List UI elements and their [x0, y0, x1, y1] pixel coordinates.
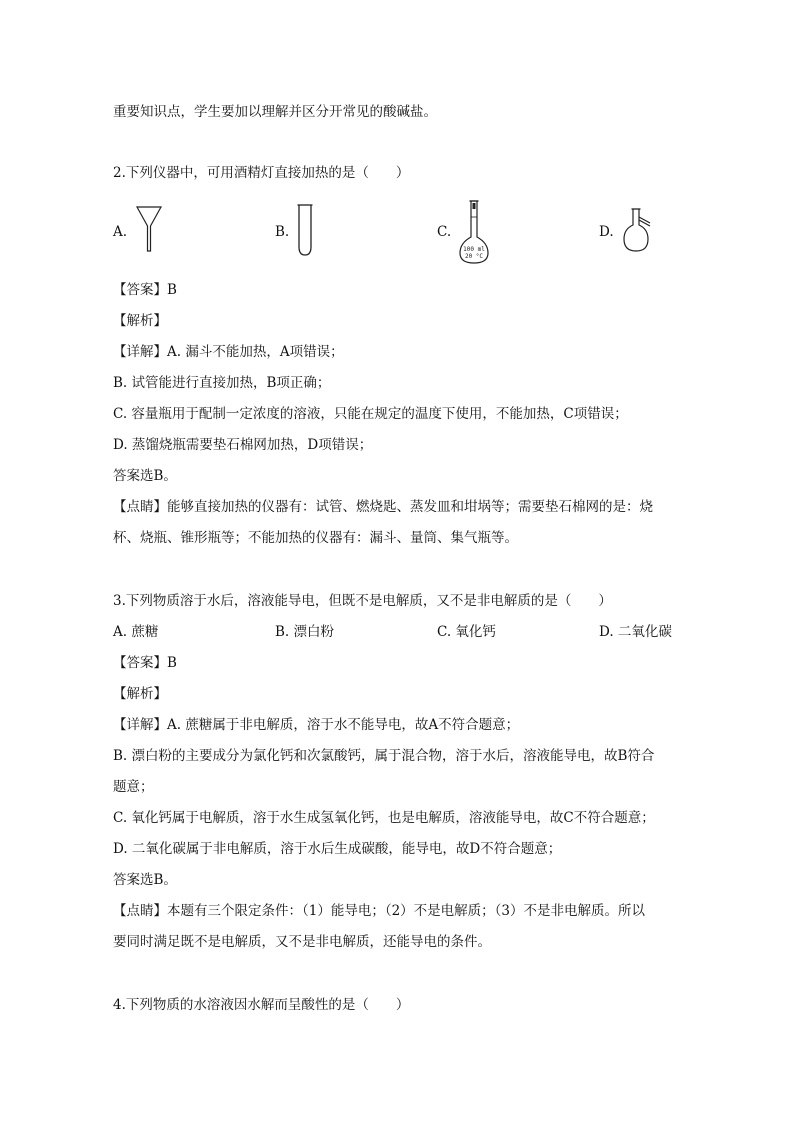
q3-detail-line: B. 漂白粉的主要成分为氯化钙和次氯酸钙，属于混合物，溶于水后，溶液能导电，故B符合 — [113, 748, 655, 764]
q2-option-d-label: D. — [599, 224, 614, 240]
q3-detail-line: 答案选B。 — [113, 872, 177, 888]
q2-option-c-label: C. — [437, 224, 452, 240]
flask-temp-label: 20 °C — [464, 253, 484, 260]
distilling-flask-icon — [622, 207, 652, 253]
q2-detail-line: B. 试管能进行直接加热，B项正确； — [113, 375, 331, 391]
q3-option-b: B. 漂白粉 — [275, 624, 335, 640]
funnel-icon — [136, 205, 162, 253]
q2-comment-line: 杯、烧瓶、锥形瓶等；不能加热的仪器有：漏斗、量筒、集气瓶等。 — [113, 530, 518, 546]
q2-analysis-title: 【解析】 — [113, 313, 167, 329]
q2-comment-line: 【点睛】能够直接加热的仪器有：试管、燃烧匙、蒸发皿和坩埚等；需要垫石棉网的是：烧 — [113, 499, 653, 515]
q2-detail-line: D. 蒸馏烧瓶需要垫石棉网加热，D项错误； — [113, 437, 373, 453]
q3-comment-line: 【点睛】本题有三个限定条件：（1）能导电；（2）不是电解质；（3）不是非电解质。所以 — [113, 903, 646, 919]
q4-stem: 4.下列物质的水溶液因水解而呈酸性的是（ ） — [113, 997, 410, 1013]
q3-detail-line: 题意； — [113, 779, 154, 795]
q3-stem: 3.下列物质溶于水后，溶液能导电，但既不是电解质，又不是非电解质的是（ ） — [113, 593, 612, 609]
q3-detail-line: D. 二氧化碳属于非电解质，溶于水后生成碳酸，能导电，故D不符合题意； — [113, 841, 562, 857]
q2-answer: 【答案】B — [113, 282, 177, 298]
test-tube-icon — [297, 203, 313, 257]
q2-detail-line: C. 容量瓶用于配制一定浓度的溶液，只能在规定的温度下使用，不能加热，C项错误； — [113, 406, 628, 422]
q3-option-c: C. 氧化钙 — [437, 624, 496, 640]
q3-answer: 【答案】B — [113, 655, 177, 671]
q3-detail-line: 【详解】A. 蔗糖属于非电解质，溶于水不能导电，故A不符合题意； — [113, 717, 520, 733]
q3-comment-line: 要同时满足既不是电解质，又不是非电解质，还能导电的条件。 — [113, 934, 491, 950]
q2-option-a-label: A. — [113, 224, 128, 240]
q3-option-a: A. 蔗糖 — [113, 624, 159, 640]
q3-option-d: D. 二氧化碳 — [599, 624, 672, 640]
q2-detail-line: 答案选B。 — [113, 468, 177, 484]
flask-volume-label: 100 ml — [463, 246, 485, 253]
q2-stem: 2.下列仪器中，可用酒精灯直接加热的是（ ） — [113, 165, 410, 181]
q3-analysis-title: 【解析】 — [113, 686, 167, 702]
volumetric-flask-icon — [458, 199, 490, 267]
q3-detail-line: C. 氧化钙属于电解质，溶于水生成氢氧化钙，也是电解质，溶液能导电，故C不符合题意； — [113, 810, 655, 826]
q2-detail-line: 【详解】A. 漏斗不能加热，A项错误； — [113, 344, 344, 360]
intro-line: 重要知识点，学生要加以理解并区分开常见的酸碱盐。 — [113, 104, 437, 120]
q2-option-b-label: B. — [275, 224, 290, 240]
